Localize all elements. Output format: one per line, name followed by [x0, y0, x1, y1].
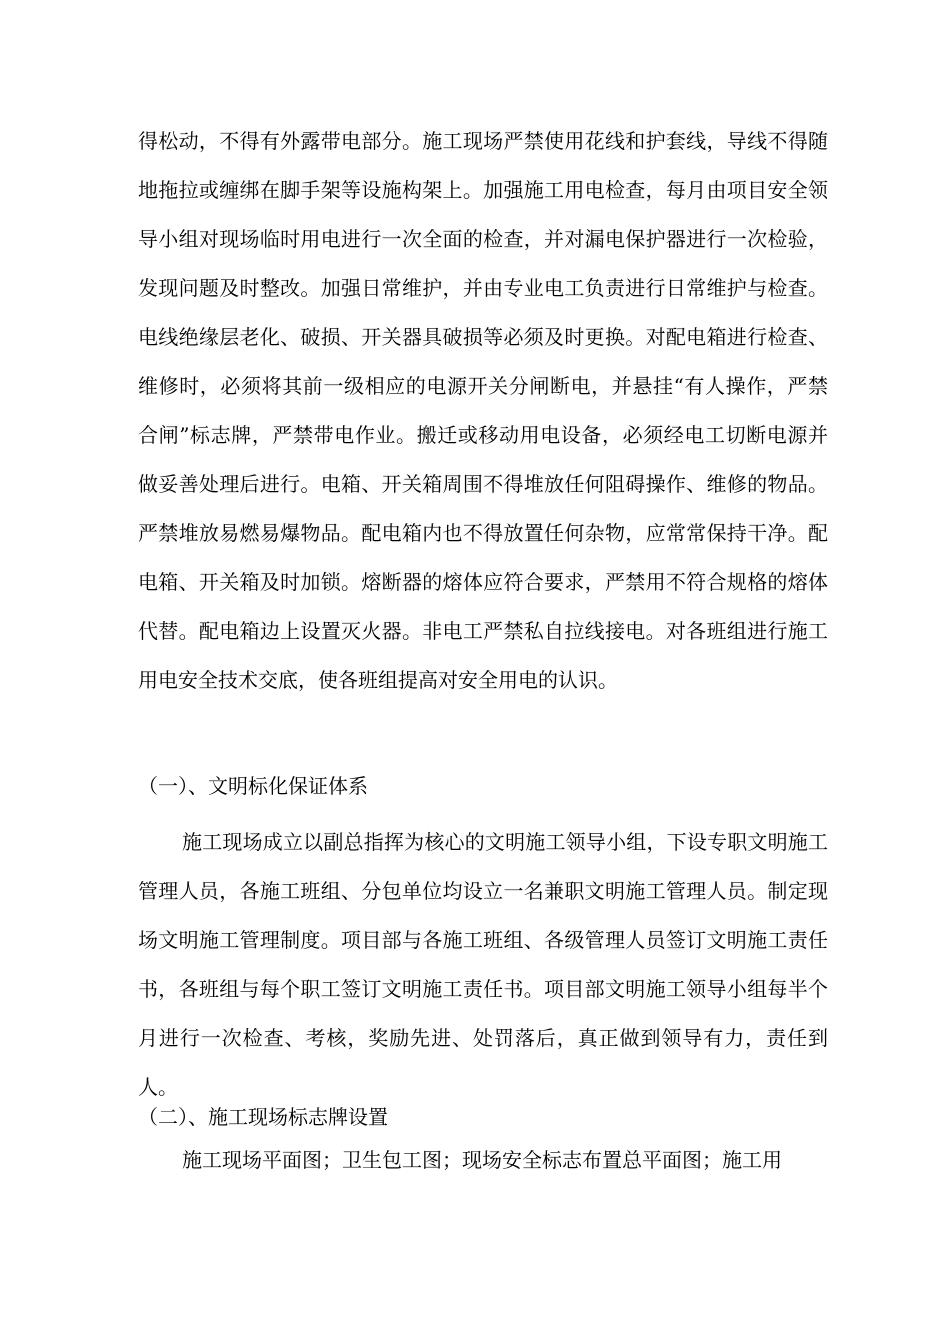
body-paragraph-civilized-construction: 施工现场成立以副总指挥为核心的文明施工领导小组，下设专职文明施工管理人员，各施工班组、分包单位均设立一名兼职文明施工管理人员。制定现场文明施工管理制度。项目部与各施工班组、各级管理人员签订文明施工责任书，各班组与每个职工签订文明施工责任书。项目部文明施工领导小组每半个月进行一次检查、考核，奖励先进、处罚落后，真正做到领导有力，责任到人。 — [138, 830, 828, 1099]
section-heading-site-signage: （二）、施工现场标志牌设置 — [138, 1105, 388, 1129]
section-heading-civilized-construction-system: （一）、文明标化保证体系 — [138, 774, 368, 798]
body-paragraph-electrical-safety: 得松动，不得有外露带电部分。施工现场严禁使用花线和护套线，导线不得随地拖拉或缠绑在脚手架等设施构架上。加强施工用电检查，每月由项目安全领导小组对现场临时用电进行一次全面的检查，并对漏电保护器进行一次检验，发现问题及时整改。加强日常维护，并由专业电工负责进行日常维护与检查。电线绝缘层老化、破损、开关器具破损等必须及时更换。对配电箱进行检查、维修时，必须将其前一级相应的电源开关分闸断电，并悬挂“有人操作，严禁合闸”标志牌，严禁带电作业。搬迁或移动用电设备，必须经电工切断电源并做妥善处理后进行。电箱、开关箱周围不得堆放任何阻碍操作、维修的物品。严禁堆放易燃易爆物品。配电箱内也不得放置任何杂物，应常常保持干净。配电箱、开关箱及时加锁。熔断器的熔体应符合要求，严禁用不符合规格的熔体代替。配电箱边上设置灭火器。非电工严禁私自拉线接电。对各班组进行施工用电安全技术交底，使各班组提高对安全用电的认识。 — [138, 129, 828, 692]
body-paragraph-site-signage: 施工现场平面图；卫生包工图；现场安全标志布置总平面图；施工用 — [182, 1148, 782, 1172]
